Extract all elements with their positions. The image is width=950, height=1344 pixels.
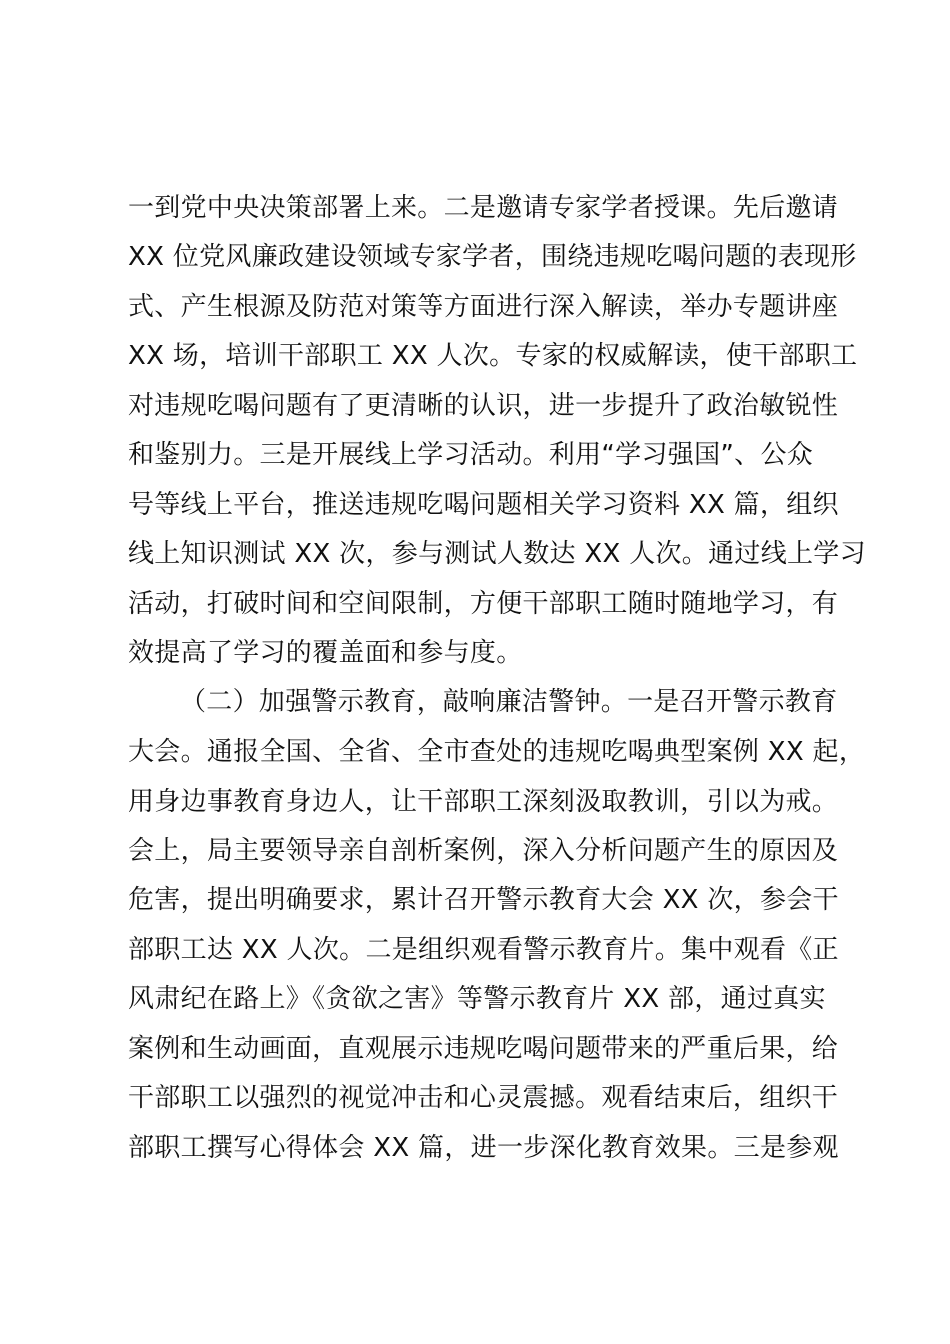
text-line: 风肃纪在路上》《贪欲之害》等警示教育片 XX 部，通过真实 [128, 984, 826, 1014]
text-line: 线上知识测试 XX 次，参与测试人数达 XX 人次。通过线上学习 [128, 539, 866, 569]
text-line: 部职工达 XX 人次。二是组织观看警示教育片。集中观看《正 [128, 935, 839, 965]
text-line: 和鉴别力。三是开展线上学习活动。利用“学习强国”、公众 [128, 440, 814, 470]
text-line: 式、产生根源及防范对策等方面进行深入解读，举办专题讲座 [128, 292, 839, 322]
text-line: 会上，局主要领导亲自剖析案例，深入分析问题产生的原因及 [128, 836, 839, 866]
text-line: 部职工撰写心得体会 XX 篇，进一步深化教育效果。三是参观 [128, 1133, 839, 1163]
text-line: 干部职工以强烈的视觉冲击和心灵震撼。观看结束后，组织干 [128, 1083, 839, 1113]
text-line: 用身边事教育身边人，让干部职工深刻汲取教训，引以为戒。 [128, 787, 839, 817]
text-line: 对违规吃喝问题有了更清晰的认识，进一步提升了政治敏锐性 [128, 391, 839, 421]
text-line: 号等线上平台，推送违规吃喝问题相关学习资料 XX 篇，组织 [128, 490, 839, 520]
text-line: 活动，打破时间和空间限制，方便干部职工随时随地学习，有 [128, 589, 839, 619]
text-line: 危害，提出明确要求，累计召开警示教育大会 XX 次，参会干 [128, 885, 839, 915]
text-line: 一到党中央决策部署上来。二是邀请专家学者授课。先后邀请 [128, 193, 839, 223]
section-heading-line: （二）加强警示教育，敲响廉洁警钟。一是召开警示教育 [180, 687, 838, 717]
text-line: 大会。通报全国、全省、全市查处的违规吃喝典型案例 XX 起， [128, 737, 866, 767]
text-line: XX 场，培训干部职工 XX 人次。专家的权威解读，使干部职工 [128, 341, 858, 371]
text-line: 案例和生动画面，直观展示违规吃喝问题带来的严重后果，给 [128, 1034, 839, 1064]
text-line: XX 位党风廉政建设领域专家学者，围绕违规吃喝问题的表现形 [128, 242, 857, 272]
text-line: 效提高了学习的覆盖面和参与度。 [128, 638, 523, 668]
